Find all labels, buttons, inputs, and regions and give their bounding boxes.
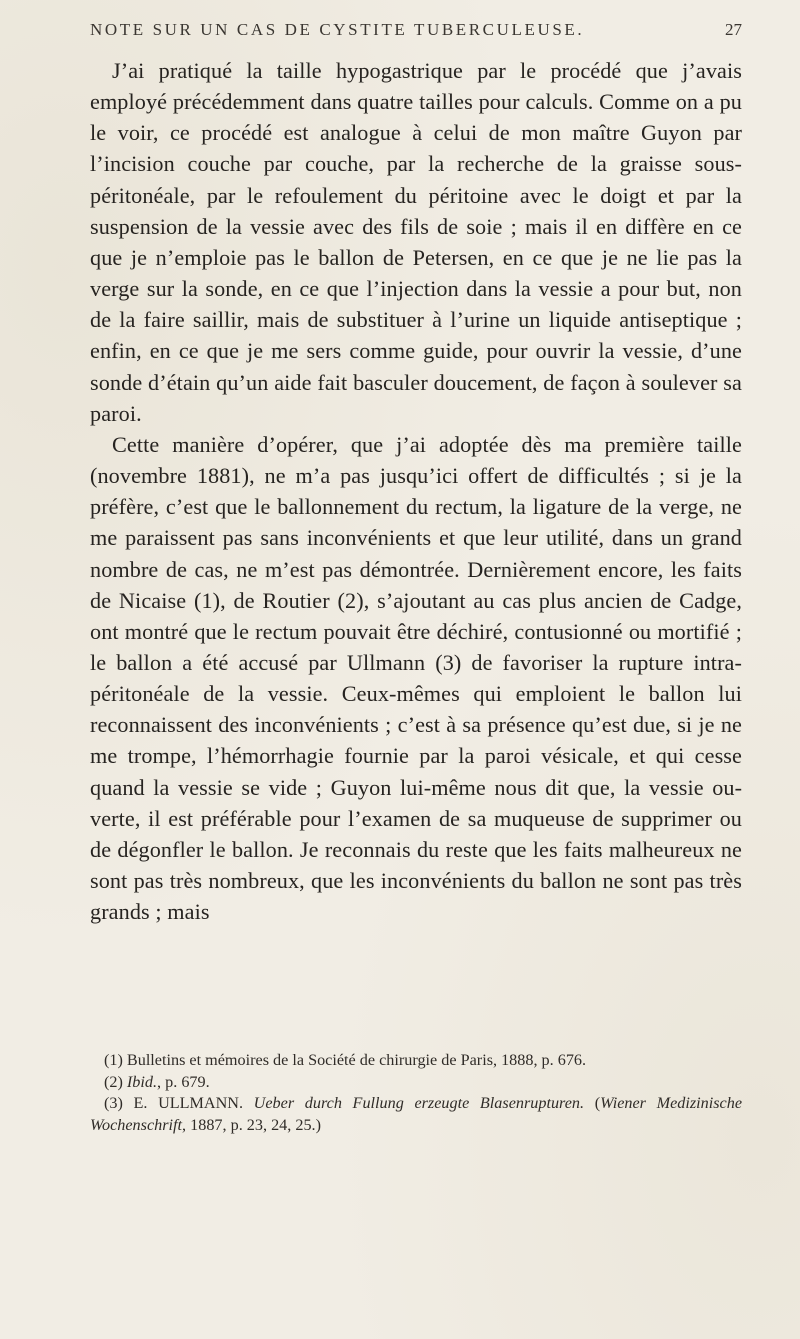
running-title: NOTE SUR UN CAS DE CYSTITE TUBERCULEUSE. bbox=[90, 20, 585, 39]
footnote-1 bbox=[90, 1050, 742, 1072]
footnote-text: , 1887, p. 23, 24, 25.) bbox=[182, 1115, 321, 1134]
footnote-mark: (2) bbox=[104, 1072, 123, 1091]
footnote-text: Bulletins et mémoires de la Société de chirurgie de Paris, 1888, p. 676. bbox=[122, 1051, 587, 1069]
footnote-text: , p. 679. bbox=[157, 1072, 210, 1091]
footnote-italic: Ibid. bbox=[122, 1072, 158, 1091]
footnote-mark: (1) bbox=[104, 1051, 123, 1069]
footnote-italic: Ueber durch Fullung erzeugte Blasenrupturen. bbox=[243, 1094, 585, 1112]
footnote-3 bbox=[90, 1093, 742, 1136]
page-number: 27 bbox=[725, 20, 742, 39]
paragraph: Cette manière d’opérer, que j’ai adoptée dès ma première taille (novembre 1881), ne m’a pas jusqu’ici offert de difficultés ; si je la préfère, c’est que le ballonnement du rectum, la ligature de la verge, ne me paraissent pas sans inconvénients et que leur utilité, dans un grand nombre de cas, ne m’est pas démontrée. Dernièrement encore, les faits de Nicaise (1), de Routier (2), s’ajoutant au cas plus ancien de Cadge, ont montré que le rectum pouvait être déchiré, contusionné ou mortifié ; le ballon a été accusé par Ullmann (3) de favoriser la rupture intra-péritonéale de la vessie. Ceux-mêmes qui emploient le ballon lui reconnaissent des inconvénients ; c’est à sa présence qu’est due, si je ne me trompe, l’hémorrhagie fournie par la paroi vésicale, et qui cesse quand la vessie se vide ; Guyon lui-même nous dit que, la vessie ouverte, il est préférable pour l’examen de sa muqueuse de supprimer ou de dégonfler le ballon. Je reconnais du reste que les faits malheureux ne sont pas très nombreux, que les inconvénients du ballon ne sont pas très grands ; mais bbox=[90, 431, 742, 925]
footnote-2 bbox=[90, 1072, 742, 1094]
footnotes bbox=[90, 1050, 742, 1136]
body-text bbox=[90, 55, 742, 927]
footnote-mark: (3) bbox=[104, 1094, 123, 1112]
paragraph: J’ai pratiqué la taille hypogastrique par le procédé que j’avais employé précédemment dans quatre tailles pour calculs. Comme on a pu le voir, ce procédé est analogue à celui de mon maître Guyon par l’incision couche par couche, par la recherche de la graisse sous-péritonéale, par le refoulement du péritoine avec le doigt et par la suspension de la vessie avec des fils de soie ; mais il en diffère en ce que je n’emploie pas le ballon de Petersen, en ce que je ne lie pas la verge sur la sonde, en ce que l’injection dans la vessie a pour but, non de la faire saillir, mais de substituer à l’urine un liquide antiseptique ; enfin, en ce que je me sers comme guide, pour ouvrir la vessie, d’une sonde d’étain qu’un aide fait basculer doucement, de façon à soulever sa paroi. bbox=[90, 58, 742, 426]
footnote-author: E. ULLMANN. bbox=[122, 1094, 244, 1112]
footnote-journal: Wiener Medizinische Wochenschrift bbox=[90, 1094, 743, 1134]
footnote-text: ( bbox=[584, 1094, 601, 1112]
running-header bbox=[90, 20, 742, 44]
